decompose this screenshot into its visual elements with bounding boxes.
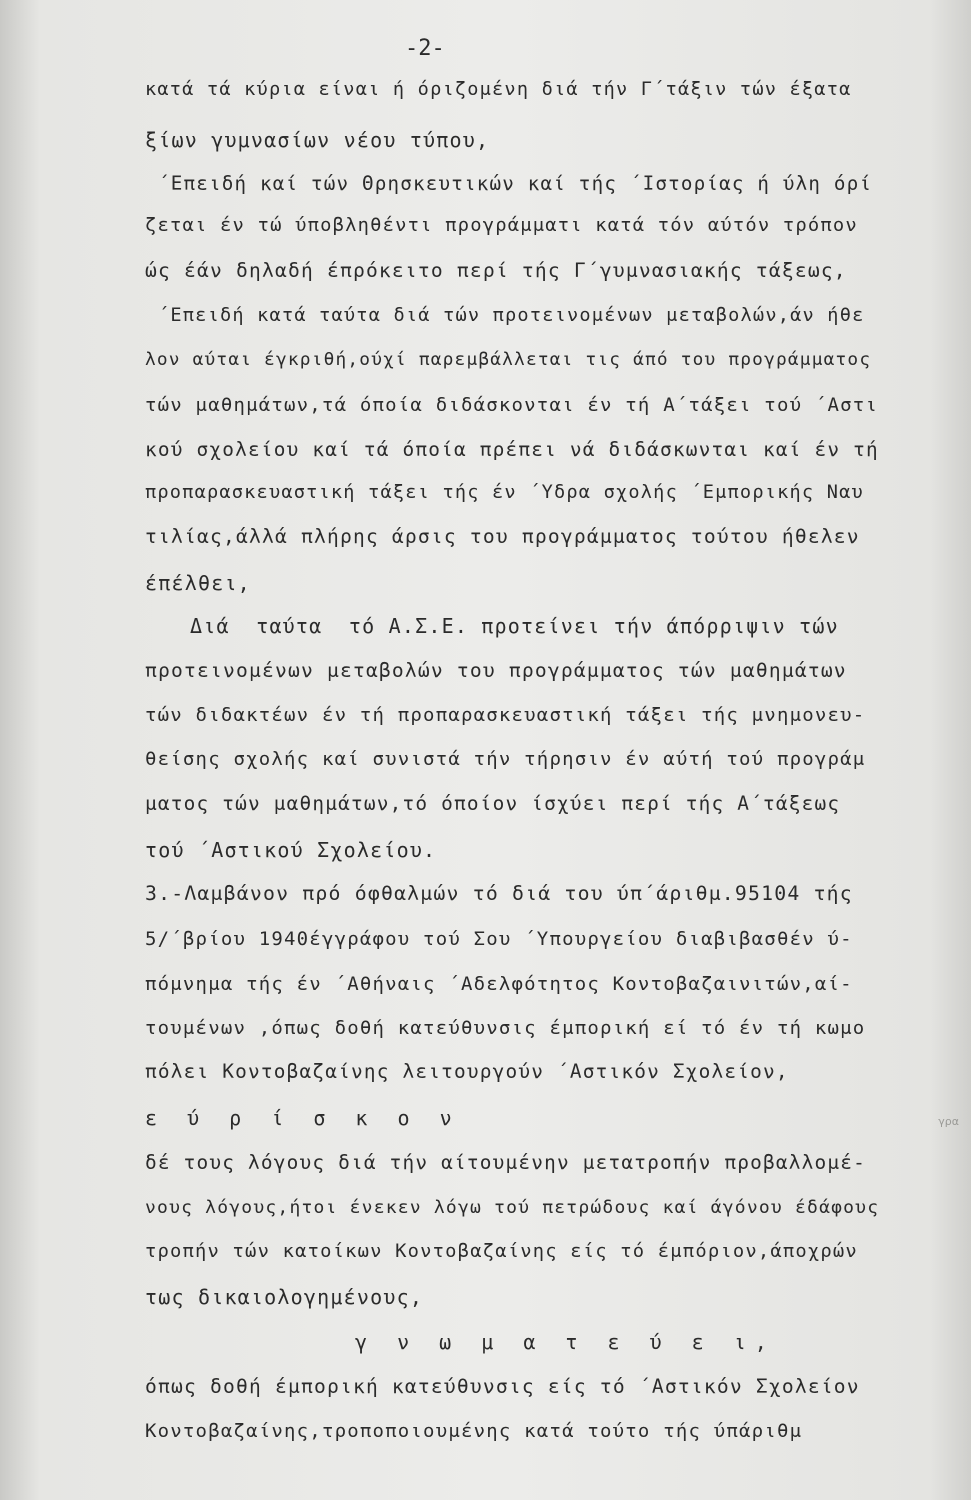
text-line-1: κατά τά κύρια είναι ή όριζομένη διά τήν Γ΄τάξιν τών έξατα — [145, 79, 852, 100]
text-line-10: προπαρασκευαστική τάξει τής έν ΄Υδρα σχολής ΄Εμπορικής Ναυ — [145, 482, 864, 503]
text-line-5: ώς έάν δηλαδή έπρόκειτο περί τής Γ΄γυμνασιακής τάξεως, — [145, 259, 847, 282]
text-line-13: Διά ταύτα τό Α.Σ.Ε. προτείνει τήν άπόρριψιν τών — [190, 614, 839, 638]
text-line-15: τών διδακτέων έν τή προπαρασκευαστική τάξει τής μνημονευ- — [145, 704, 866, 726]
text-line-29: γ ν ω μ α τ ε ύ ε ι, — [355, 1330, 776, 1354]
text-line-3: ΄Επειδή καί τών Θρησκευτικών καί τής ΄Ιστορίας ή ύλη όρί — [158, 172, 873, 195]
text-line-7: λον αύται έγκριθή,ούχί παρεμβάλλεται τις άπό του προγράμματος — [145, 349, 872, 370]
text-line-11: τιλίας,άλλά πλήρης άρσις του προγράμματος τούτου ήθελεν — [145, 525, 860, 548]
text-line-12: έπέλθει, — [145, 571, 251, 595]
text-line-26: νους λόγους,ήτοι ένεκεν λόγω τού πετρώδους καί άγόνου έδάφους — [145, 1197, 880, 1218]
text-line-31: Κοντοβαζαίνης,τροποποιουμένης κατά τούτο τής ύπάριθμ — [145, 1420, 803, 1442]
text-line-25: δέ τους λόγους διά τήν αίτουμένην μετατροπήν προβαλλομέ- — [145, 1151, 866, 1174]
page-number: -2- — [405, 36, 445, 61]
text-line-14: προτεινομένων μεταβολών του προγράμματος τών μαθημάτων — [145, 659, 847, 682]
text-line-2: ξίων γυμνασίων νέου τύπου, — [145, 128, 490, 152]
text-line-28: τως δικαιολογημένους, — [145, 1285, 424, 1309]
text-line-8: τών μαθημάτων,τά όποία διδάσκονται έν τή Α΄τάξει τού ΄Αστι — [145, 394, 879, 416]
text-line-30: όπως δοθή έμπορική κατεύθυνσις είς τό ΄Αστικόν Σχολείον — [145, 1375, 860, 1398]
text-line-22: τουμένων ,όπως δοθή κατεύθυνσις έμπορική εί τό έν τή κωμο — [145, 1017, 866, 1039]
text-line-20: 5/΄βρίου 1940έγγράφου τού Σου ΄Υπουργείου διαβιβασθέν ύ- — [145, 928, 853, 950]
text-line-17: ματος τών μαθημάτων,τό όποίον ίσχύει περί τής Α΄τάξεως — [145, 792, 841, 815]
text-line-24: ε ύ ρ ί σ κ ο ν — [145, 1106, 461, 1130]
text-line-23: πόλει Κοντοβαζαίνης λειτουργούν ΄Αστικόν Σχολείον, — [145, 1060, 789, 1083]
text-line-19: 3.-Λαμβάνον πρό όφθαλμών τό διά του ύπ΄άριθμ.95104 τής — [145, 882, 853, 905]
text-line-27: τροπήν τών κατοίκων Κοντοβαζαίνης είς τό έμπόριον,άποχρών — [145, 1241, 858, 1262]
text-line-6: ΄Επειδή κατά ταύτα διά τών προτεινομένων μεταβολών,άν ήθε — [158, 305, 865, 326]
text-line-18: τού ΄Αστικού Σχολείου. — [145, 838, 437, 862]
text-line-9: κού σχολείου καί τά όποία πρέπει νά διδάσκωνται καί έν τή — [145, 438, 879, 461]
margin-note: γρα — [938, 1115, 959, 1128]
text-line-4: ζεται έν τώ ύποβληθέντι προγράμματι κατά τόν αύτόν τρόπον — [145, 215, 858, 236]
text-line-21: πόμνημα τής έν ΄Αθήναις ΄Αδελφότητος Κοντοβαζαινιτών,αί- — [145, 973, 853, 995]
text-line-16: θείσης σχολής καί συνιστά τήν τήρησιν έν αύτή τού προγράμ — [145, 748, 866, 770]
